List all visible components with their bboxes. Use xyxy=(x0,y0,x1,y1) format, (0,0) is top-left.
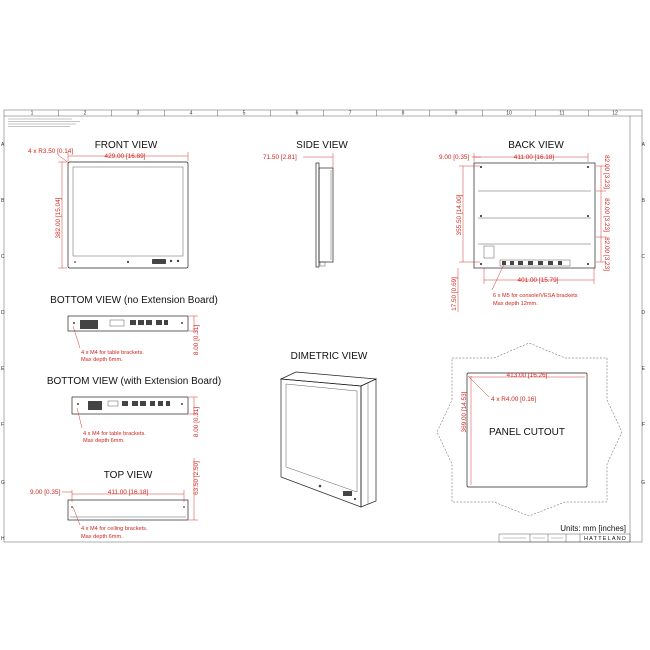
col-label: 10 xyxy=(506,110,512,117)
back-bottom-left-dim: 17.50 [0.69] xyxy=(451,277,458,311)
bottom-view-ext xyxy=(47,376,221,444)
col-label: 7 xyxy=(348,110,352,117)
top-depth-dim: 63.50 [2.50] xyxy=(193,461,200,495)
col-label: 3 xyxy=(136,110,140,117)
front-view xyxy=(28,140,188,268)
vesa-hole xyxy=(587,215,589,217)
back-view-title: BACK VIEW xyxy=(508,140,564,151)
side-view xyxy=(263,140,348,267)
row-label: C xyxy=(1,254,5,260)
back-bottom-width-dim: 401.00 [15.79] xyxy=(517,277,559,284)
top-view-title: TOP VIEW xyxy=(103,470,153,481)
back-height-dim: 355.50 [14.00] xyxy=(456,194,463,236)
col-label: 4 xyxy=(189,110,193,117)
connector-block xyxy=(88,401,102,410)
side-depth-dim: 71.50 [2.81] xyxy=(263,154,297,161)
front-connector xyxy=(152,259,166,264)
top-note-line1: 4 x M4 for ceiling brackets. xyxy=(81,526,148,532)
sheet-border xyxy=(4,110,642,542)
back-right-bottom-dim: 82.00 [3.23] xyxy=(603,237,610,271)
vesa-hole xyxy=(480,263,482,265)
bottom-ext-note-line1: 4 x M4 for table brackets. xyxy=(83,431,146,437)
back-note-line2: Max depth 12mm. xyxy=(493,301,538,307)
bottom-no-ext-note-line1: 4 x M4 for table brackets. xyxy=(81,350,144,356)
front-height-dim: 382.00 [15.04] xyxy=(55,197,62,239)
cutout-height-dim: 369.00 [14.53] xyxy=(461,391,468,433)
disclaimer-block xyxy=(8,119,80,127)
back-width-dim: 411.00 [16.18] xyxy=(513,154,555,161)
back-view xyxy=(439,140,610,312)
front-knob-icon xyxy=(170,260,172,262)
vesa-hole xyxy=(480,215,482,217)
cutout-width-dim: 413.00 [16.26] xyxy=(506,372,548,379)
front-view-title: FRONT VIEW xyxy=(94,140,158,151)
bottom-view-ext-title: BOTTOM VIEW (with Extension Board) xyxy=(46,376,222,387)
back-offset-dim: 9.00 [0.35] xyxy=(439,154,470,161)
front-width-dim: 429.00 [16.89] xyxy=(104,153,146,160)
row-label: F xyxy=(641,422,645,428)
col-label: 11 xyxy=(559,110,565,117)
back-note-line1: 6 x M5 for console/VESA brackets xyxy=(493,293,578,299)
dimetric-side-face xyxy=(361,379,376,507)
front-bezel xyxy=(68,162,188,268)
row-label: E xyxy=(641,366,645,372)
power-button-icon xyxy=(127,261,129,263)
front-radius-dim: 4 x R3.50 [0.14] xyxy=(28,148,74,155)
front-screen xyxy=(73,167,183,256)
brand-logo: HATTELAND xyxy=(584,536,628,542)
top-note-line2: Max depth 6mm. xyxy=(81,534,123,540)
col-label: 2 xyxy=(83,110,87,117)
row-label: A xyxy=(1,142,5,148)
row-labels xyxy=(1,142,646,542)
dimetric-screen xyxy=(286,384,357,492)
col-label: 9 xyxy=(454,110,458,117)
units-note: Units: mm [inches] xyxy=(560,524,626,533)
col-label: 8 xyxy=(401,110,405,117)
panel-cutout-title: PANEL CUTOUT xyxy=(489,427,565,438)
cutout-radius-dim: 4 x R4.00 [0.16] xyxy=(491,396,537,403)
dimetric-front-face xyxy=(281,379,361,507)
vesa-hole xyxy=(480,166,482,168)
col-label: 5 xyxy=(242,110,246,117)
back-right-top-dim: 82.00 [3.23] xyxy=(603,155,610,189)
row-label: D xyxy=(641,310,645,316)
vesa-hole xyxy=(587,166,589,168)
bottom-view-no-ext xyxy=(50,295,218,363)
side-bezel xyxy=(316,163,319,267)
top-view xyxy=(30,458,200,540)
back-right-mid-dim: 82.00 [3.23] xyxy=(603,198,610,232)
row-label: A xyxy=(641,142,645,148)
bottom-view-no-ext-title: BOTTOM VIEW (no Extension Board) xyxy=(50,295,218,306)
panel-cutout xyxy=(437,343,622,516)
front-knob-icon xyxy=(177,260,179,262)
bottom-no-ext-height-dim: 8.00 [0.31] xyxy=(193,324,200,356)
row-label: B xyxy=(641,198,645,204)
col-label: 12 xyxy=(612,110,618,117)
top-width-dim: 411.00 [16.18] xyxy=(107,489,149,496)
column-labels xyxy=(31,111,618,117)
row-label: C xyxy=(641,254,645,260)
row-label: H xyxy=(1,536,5,542)
top-offset-dim: 9.00 [0.35] xyxy=(30,489,61,496)
side-view-title: SIDE VIEW xyxy=(296,140,348,151)
row-label: F xyxy=(1,422,5,428)
power-button-icon xyxy=(319,485,322,488)
col-label: 6 xyxy=(295,110,299,117)
back-panel xyxy=(474,163,595,268)
bottom-ext-height-dim: 8.00 [0.31] xyxy=(193,406,200,438)
row-label: G xyxy=(641,480,645,486)
front-led xyxy=(74,261,76,263)
connector-block xyxy=(80,320,98,329)
row-label: B xyxy=(1,198,5,204)
bottom-no-ext-note-line2: Max depth 6mm. xyxy=(81,357,123,363)
title-block xyxy=(499,524,630,542)
col-label: 1 xyxy=(30,110,34,117)
dimetric-view-title: DIMETRIC VIEW xyxy=(290,351,368,362)
row-label: D xyxy=(1,310,5,316)
dimetric-connector xyxy=(343,491,352,496)
dimetric-view xyxy=(281,351,376,507)
dimetric-top-face xyxy=(281,372,376,386)
row-label: G xyxy=(1,480,5,486)
row-label: E xyxy=(1,366,5,372)
bottom-ext-note-line2: Max depth 6mm. xyxy=(83,438,125,444)
vesa-hole xyxy=(587,263,589,265)
